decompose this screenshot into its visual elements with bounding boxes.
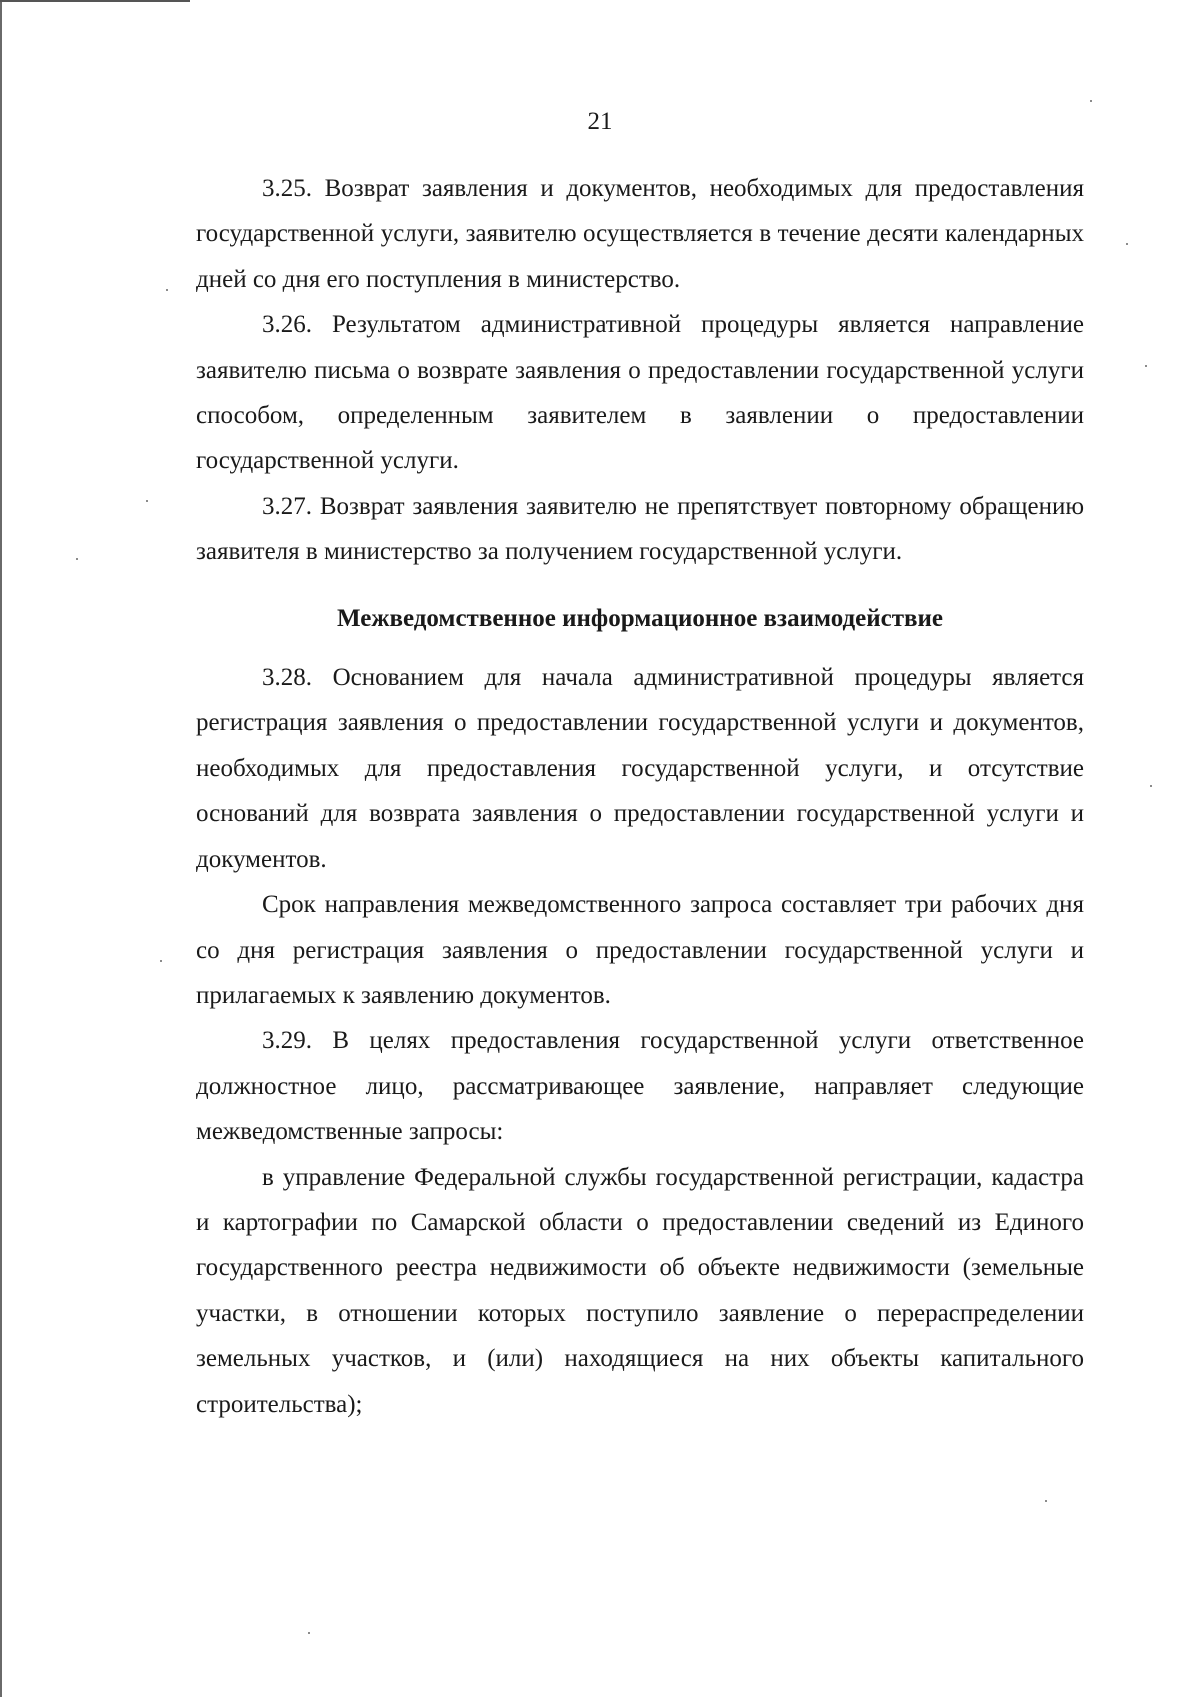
scan-speck (1126, 243, 1128, 245)
scan-speck (160, 960, 162, 962)
scan-speck (1145, 365, 1147, 367)
paragraph-request-deadline: Срок направления межведомственного запроса составляет три рабочих дня со дня регистрация заявления о предоставлении государственной услуги и прилагаемых к заявлению документов. (196, 891, 1084, 1009)
paragraph-3-29: 3.29. В целях предоставления государственной услуги ответственное должностное лицо, рассматривающее заявление, направляет следующие межведомственные запросы: (196, 1027, 1084, 1146)
scan-speck (308, 1632, 310, 1634)
scan-speck (76, 558, 78, 560)
document-body (196, 166, 1084, 1427)
paragraph-3-28: 3.28. Основанием для начала административной процедуры является регистрация заявления о предоставлении государственной услуги и документов, необходимых для предоставления государственной услуги, и отсутствие оснований для возврата заявления о предоставлении государственной услуги и документов. (196, 664, 1084, 873)
paragraph-3-27: 3.27. Возврат заявления заявителю не препятствует повторному обращению заявителя в министерство за получением государственной услуги. (196, 492, 1084, 566)
section-heading: Межведомственное информационное взаимодействие (337, 604, 943, 632)
scan-speck (1150, 785, 1152, 787)
page-number: 21 (587, 108, 613, 135)
scan-speck (146, 500, 148, 502)
scan-edge-left (0, 0, 2, 1697)
paragraph-3-26: 3.26. Результатом административной процедуры является направление заявителю письма о возврате заявления о предоставлении государственной услуги способом, определенным заявителем в заявлении о предоставлении государственной услуги. (196, 311, 1084, 475)
scan-speck (166, 289, 168, 291)
paragraph-rosreestr-request: в управление Федеральной службы государственной регистрации, кадастра и картографии по Самарской области о предоставлении сведений из Единого государственного реестра недвижимости об объекте недвижимости (земельные участки, в отношении которых поступило заявление о перераспределении земельных участков, и (или) находящиеся на них объекты капитального строительства); (196, 1163, 1084, 1418)
scan-edge-top (0, 0, 190, 2)
scan-speck (1045, 1500, 1047, 1502)
scan-speck (1090, 100, 1092, 102)
paragraph-3-25: 3.25. Возврат заявления и документов, необходимых для предоставления государственной услуги, заявителю осуществляется в течение десяти календарных дней со дня его поступления в министерство. (196, 175, 1084, 293)
